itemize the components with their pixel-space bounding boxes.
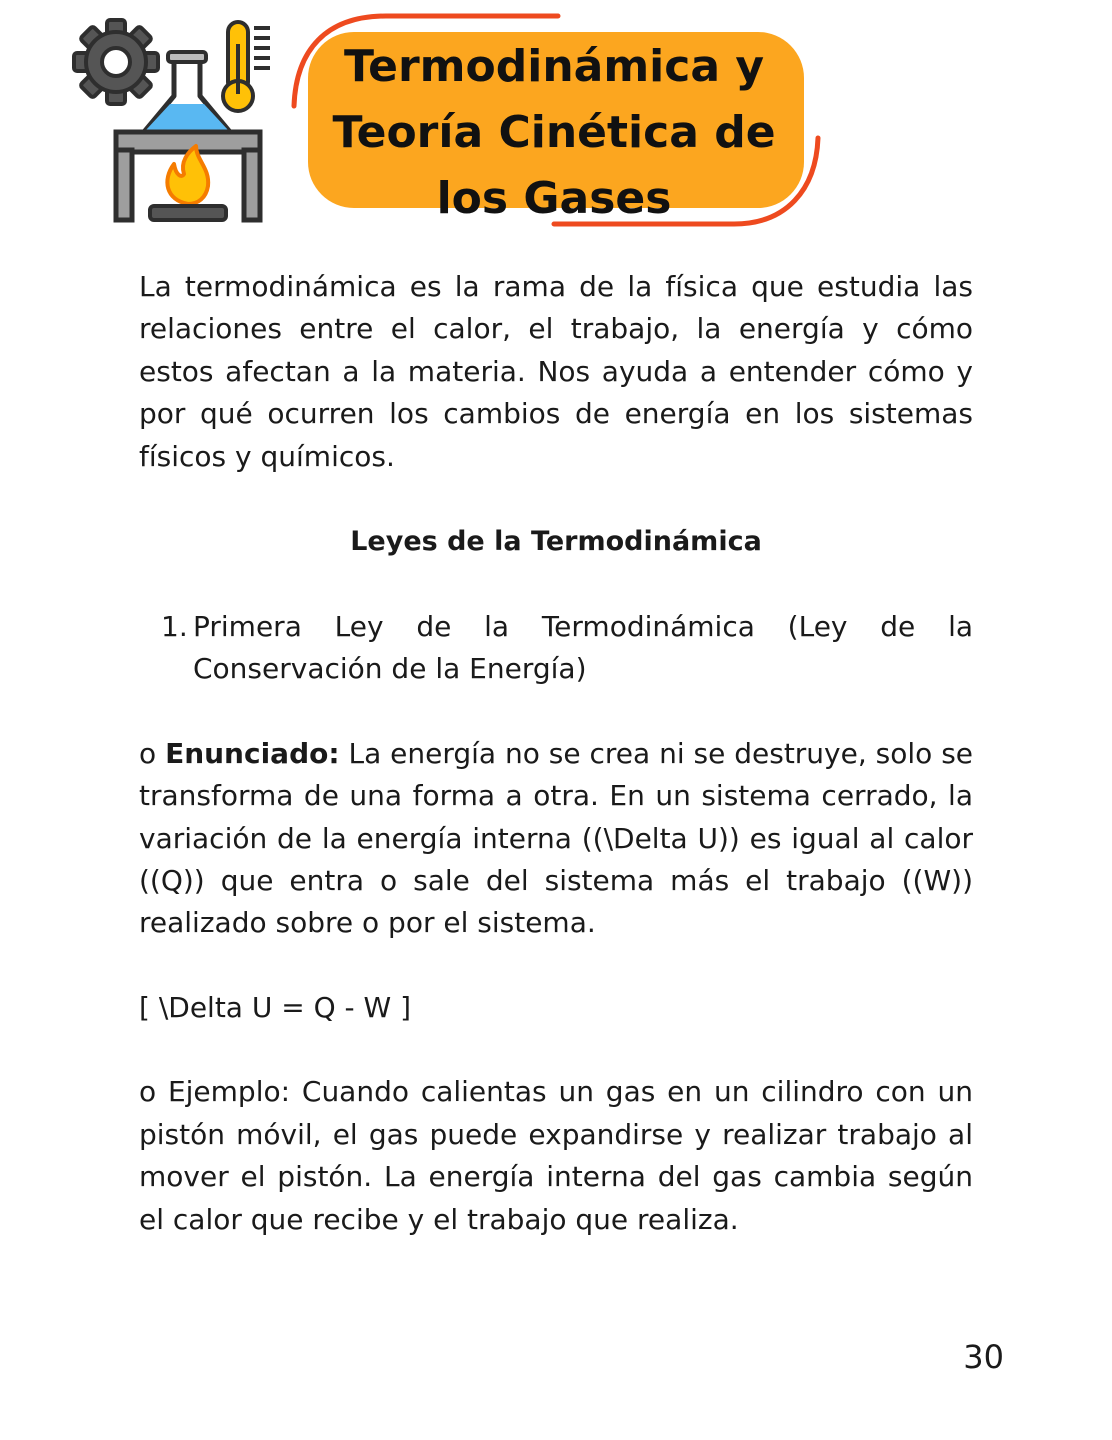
intro-paragraph: La termodinámica es la rama de la física que estudia las relaciones entre el calor, el trabajo, la energía y cómo estos afectan a la materia. Nos ayuda a entender cómo y por qué ocurren los cambios de energía en los sistemas físicos y químicos. <box>139 270 973 473</box>
thermometer-icon <box>223 22 270 111</box>
flame-icon <box>150 146 226 220</box>
title-line-3: los Gases <box>436 173 672 224</box>
thermo-lab-icon <box>70 14 280 228</box>
list-item <box>161 606 973 691</box>
bullet-marker: o <box>139 736 157 770</box>
page-title <box>306 34 802 232</box>
page-number: 30 <box>963 1338 1004 1376</box>
enunciado-label: Enunciado: <box>165 736 340 770</box>
enunciado-text: La energía no se crea ni se destruye, solo se transforma de una forma a otra. En un sistema cerrado, la variación de la energía interna ((\Delta U)) es igual al calor ((Q)) que entra o sale del sistema más el trabajo ((W)) realizado sobre o por el sistema. <box>139 736 974 940</box>
document-body <box>139 266 973 1241</box>
gear-icon <box>74 20 158 104</box>
title-line-2: Teoría Cinética de <box>332 107 776 158</box>
enunciado-paragraph <box>139 733 973 945</box>
title-line-1: Termodinámica y <box>343 41 765 92</box>
formula: [ \Delta U = Q - W ] <box>139 990 412 1024</box>
law-title: Primera Ley de la Termodinámica (Ley de la Conservación de la Energía) <box>193 610 973 686</box>
section-heading: Leyes de la Termodinámica <box>350 526 762 558</box>
title-banner <box>286 10 826 232</box>
list-number: 1. <box>161 610 188 644</box>
example-paragraph: o Ejemplo: Cuando calientas un gas en un cilindro con un pistón móvil, el gas puede expandirse y realizar trabajo al mover el pistón. La energía interna del gas cambia según el calor que recibe y el trabajo que realiza. <box>139 1075 973 1236</box>
